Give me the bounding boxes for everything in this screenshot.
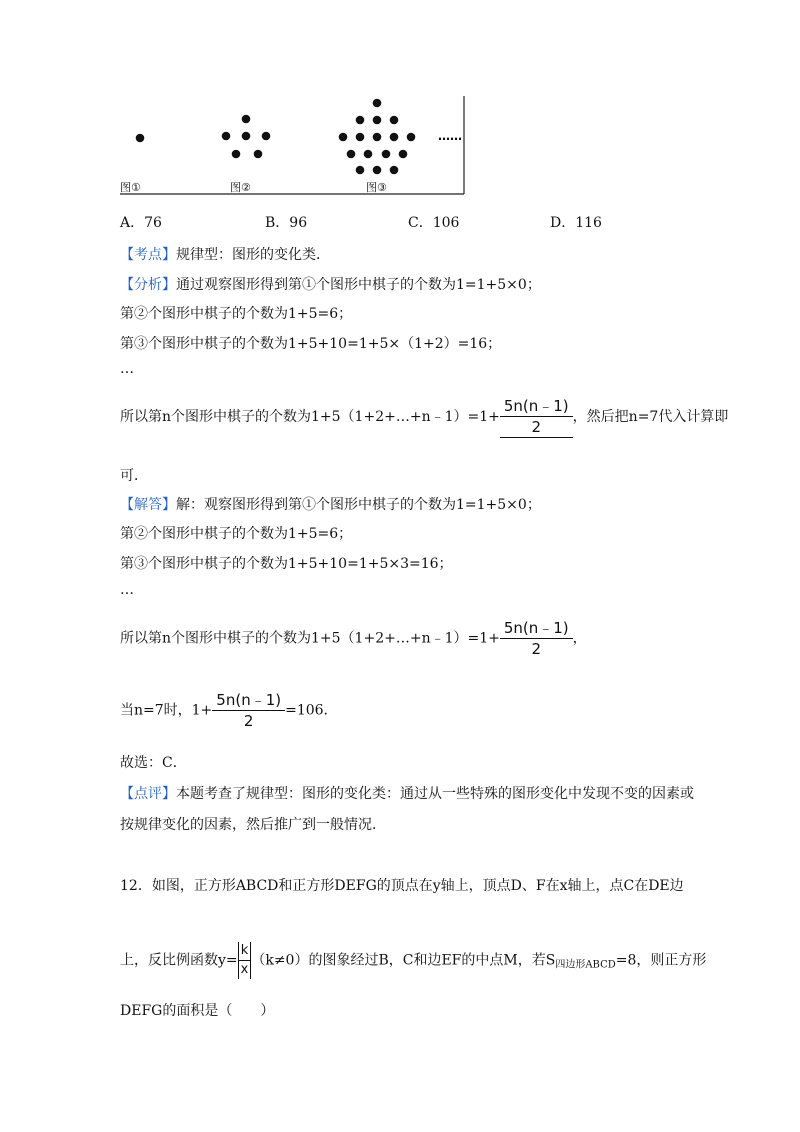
- piece-dot: [356, 116, 365, 125]
- fraction-denominator: 2: [500, 416, 573, 437]
- fenxi-line-5: [120, 396, 728, 438]
- dianping-line-2: 按规律变化的因素，然后推广到一般情况．: [120, 817, 386, 833]
- piece-dot: [407, 133, 416, 142]
- piece-dot: [356, 166, 365, 175]
- piece-dot: [136, 134, 145, 143]
- piece-dot: [373, 133, 382, 142]
- fenxi-fraction: [500, 396, 573, 438]
- jieda-line-1: [120, 494, 541, 514]
- fenxi-line-3: 第③个图形中棋子的个数为1+5+10=1+5×（1+2）=16；: [120, 336, 502, 352]
- fenxi-tag: 【分析】: [120, 277, 176, 293]
- figure-label-3: 图③: [366, 181, 387, 194]
- jieda-line-7: 故选：C．: [120, 755, 187, 771]
- piece-dot: [242, 132, 251, 141]
- figure-ellipsis: ……: [438, 129, 462, 143]
- fraction-denominator: x: [240, 962, 249, 977]
- piece-dot: [364, 150, 373, 159]
- dianping-text-1: 本题考查了规律型：图形的变化类：通过从一些特殊的图形变化中发现不变的因素或: [176, 786, 694, 802]
- fenxi-line-2: 第②个图形中棋子的个数为1+5=6；: [120, 306, 353, 322]
- fraction-denominator: 2: [212, 710, 285, 731]
- jieda-line-6: [120, 690, 338, 731]
- q12-line-3: DEFG的面积是（ ）: [120, 1003, 275, 1019]
- jieda-text-6b: =106．: [285, 702, 338, 719]
- kaodian-line: [120, 244, 330, 264]
- jieda-line-2: 第②个图形中棋子的个数为1+5=6；: [120, 526, 353, 542]
- jieda-text-1: 解：观察图形得到第①个图形中棋子的个数为1=1+5×0；: [176, 497, 541, 513]
- jieda-tag: 【解答】: [120, 497, 176, 513]
- option-c: C．106: [408, 215, 460, 231]
- pattern-figure: [118, 96, 470, 196]
- dianping-line-1: [120, 783, 694, 803]
- piece-dot: [382, 150, 391, 159]
- piece-dot: [356, 133, 365, 142]
- figure-label-1: 图①: [120, 181, 141, 194]
- piece-dot: [390, 166, 399, 175]
- option-a: A．76: [120, 215, 162, 231]
- fraction-denominator: 2: [500, 638, 573, 659]
- piece-dot: [399, 150, 408, 159]
- piece-dot: [242, 115, 251, 124]
- jieda-text-5b: ，: [572, 630, 587, 647]
- figure-label-2: 图②: [230, 181, 251, 194]
- fenxi-line-4: …: [120, 361, 134, 377]
- piece-dot: [373, 99, 382, 108]
- piece-dot: [254, 150, 263, 159]
- fenxi-text-5a: 所以第n个图形中棋子的个数为1+5（1+2+…+n﹣1）=1+: [120, 409, 500, 425]
- piece-dot: [390, 133, 399, 142]
- piece-dot: [232, 150, 241, 159]
- kaodian-text: 规律型：图形的变化类．: [176, 247, 330, 263]
- piece-dot: [339, 133, 348, 142]
- fraction-numerator: 5n(n﹣1): [216, 691, 282, 709]
- fenxi-text-5b: ，然后把n=7代入计算即: [572, 409, 729, 425]
- jieda-fraction-2: [212, 690, 285, 731]
- jieda-text-6a: 当n=7时，1+: [120, 702, 213, 719]
- fraction-numerator: 5n(n﹣1): [503, 619, 569, 637]
- fraction-numerator: 5n(n﹣1): [503, 397, 569, 415]
- piece-dot: [390, 116, 399, 125]
- area-subscript: 四边形ABCD: [555, 959, 616, 971]
- piece-dot: [373, 116, 382, 125]
- jieda-line-4: …: [120, 582, 134, 598]
- q12-line-1: 12．如图，正方形ABCD和正方形DEFG的顶点在y轴上，顶点D、F在x轴上，点C在DE边: [120, 878, 684, 894]
- option-b: B．96: [265, 215, 308, 231]
- q12-text-2a: 上，反比例函数y=: [120, 952, 238, 969]
- dianping-tag: 【点评】: [120, 786, 176, 802]
- fenxi-text-1: 通过观察图形得到第①个图形中棋子的个数为1=1+5×0；: [176, 277, 541, 293]
- piece-dot: [222, 132, 231, 141]
- fenxi-line-6: 可．: [120, 468, 148, 484]
- q12-line-2: [120, 942, 706, 979]
- piece-dot: [373, 166, 382, 175]
- jieda-line-3: 第③个图形中棋子的个数为1+5+10=1+5×3=16；: [120, 556, 453, 572]
- piece-dot: [347, 150, 356, 159]
- q12-text-2c: =8，则正方形: [615, 952, 707, 969]
- piece-dot: [262, 132, 271, 141]
- k-over-x-fraction: [238, 942, 252, 979]
- option-d: D．116: [550, 215, 602, 231]
- q12-text-2b: （k≠0）的图象经过B，C和边EF的中点M，若S: [251, 952, 556, 969]
- jieda-line-5: [120, 618, 587, 659]
- fraction-numerator: k: [240, 943, 249, 958]
- kaodian-tag: 【考点】: [120, 247, 176, 263]
- jieda-fraction-1: [500, 618, 573, 659]
- jieda-text-5a: 所以第n个图形中棋子的个数为1+5（1+2+…+n﹣1）=1+: [120, 630, 500, 647]
- fenxi-line-1: [120, 274, 541, 294]
